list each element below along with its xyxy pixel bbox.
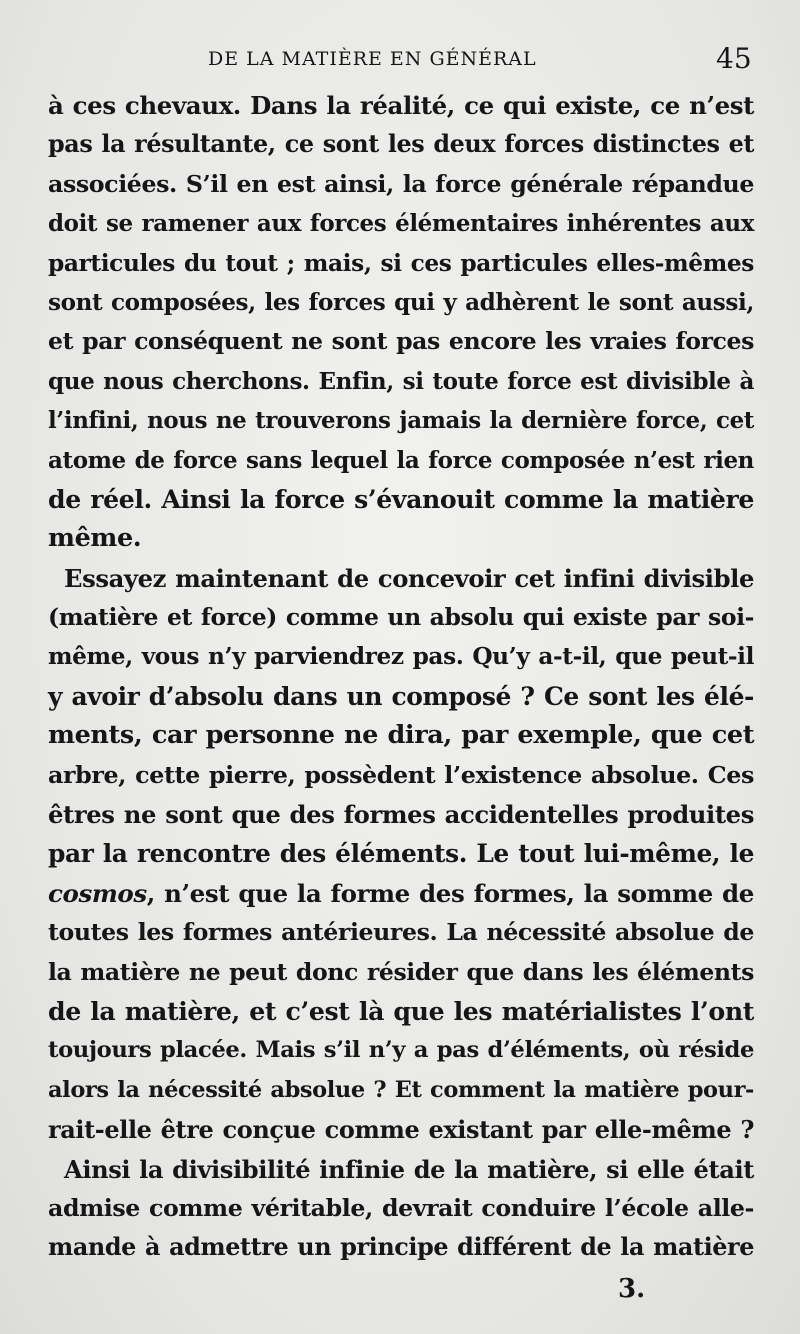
running-title: DE LA MATIÈRE EN GÉNÉRAL (208, 48, 537, 70)
text-line: doit se ramener aux forces élémentaires inhérentes aux (48, 210, 754, 238)
text-line: rait-elle être conçue comme existant par elle-même ? (48, 1115, 754, 1145)
text-line: pas la résultante, ce sont les deux forces distinctes et (48, 130, 754, 159)
text-line: la matière ne peut donc résider que dans les éléments (48, 957, 754, 986)
text-line: particules du tout ; mais, si ces particules elles-mêmes (48, 249, 754, 277)
running-head (0, 42, 800, 82)
text-line: de réel. Ainsi la force s’évanouit comme la matière (48, 483, 754, 514)
text-line: même, vous n’y parviendrez pas. Qu’y a-t-il, que peut-il (48, 643, 754, 671)
text-line: à ces chevaux. Dans la réalité, ce qui existe, ce n’est (48, 91, 754, 120)
text-line: Ainsi la divisibilité infinie de la matière, si elle était (64, 1154, 754, 1184)
text-line: arbre, cette pierre, possèdent l’existence absolue. Ces (48, 760, 754, 789)
text-line: l’infini, nous ne trouverons jamais la dernière force, cet (48, 407, 754, 435)
text-line: Essayez maintenant de concevoir cet infini divisible (64, 563, 754, 593)
text-line: y avoir d’absolu dans un composé ? Ce sont les élé- (48, 681, 754, 711)
text-line: de la matière, et c’est là que les matérialistes l’ont (48, 995, 754, 1026)
text-line: toutes les formes antérieures. La nécessité absolue de (48, 918, 754, 947)
text-line: atome de force sans lequel la force composée n’est rien (48, 446, 754, 474)
signature-mark: 3. (618, 1274, 646, 1304)
text-line: cosmos, n’est que la forme des formes, la somme de (48, 878, 754, 908)
text-line: par la rencontre des éléments. Le tout lui-même, le (48, 839, 754, 869)
text-line: associées. S’il en est ainsi, la force générale répandue (48, 169, 754, 198)
text-line: êtres ne sont que des formes accidentelles produites (48, 800, 754, 830)
text-line: mande à admettre un principe différent de la matière (48, 1233, 754, 1262)
text-line: (matière et force) comme un absolu qui existe par soi- (48, 603, 754, 632)
page-number: 45 (716, 42, 752, 75)
text-line: que nous cherchons. Enfin, si toute force est divisible à (48, 367, 754, 395)
text-line: admise comme véritable, devrait conduire l’école alle- (48, 1193, 754, 1222)
body-text (48, 86, 754, 1268)
text-line: ments, car personne ne dira, par exemple, que cet (48, 720, 755, 751)
text-line: alors la nécessité absolue ? Et comment la matière pour- (48, 1076, 754, 1103)
text-line: même. (48, 523, 142, 554)
text-line: et par conséquent ne sont pas encore les vraies forces (48, 327, 754, 356)
text-line: toujours placée. Mais s’il n’y a pas d’éléments, où réside (48, 1037, 754, 1064)
text-line: sont composées, les forces qui y adhèrent le sont aussi, (48, 288, 754, 316)
